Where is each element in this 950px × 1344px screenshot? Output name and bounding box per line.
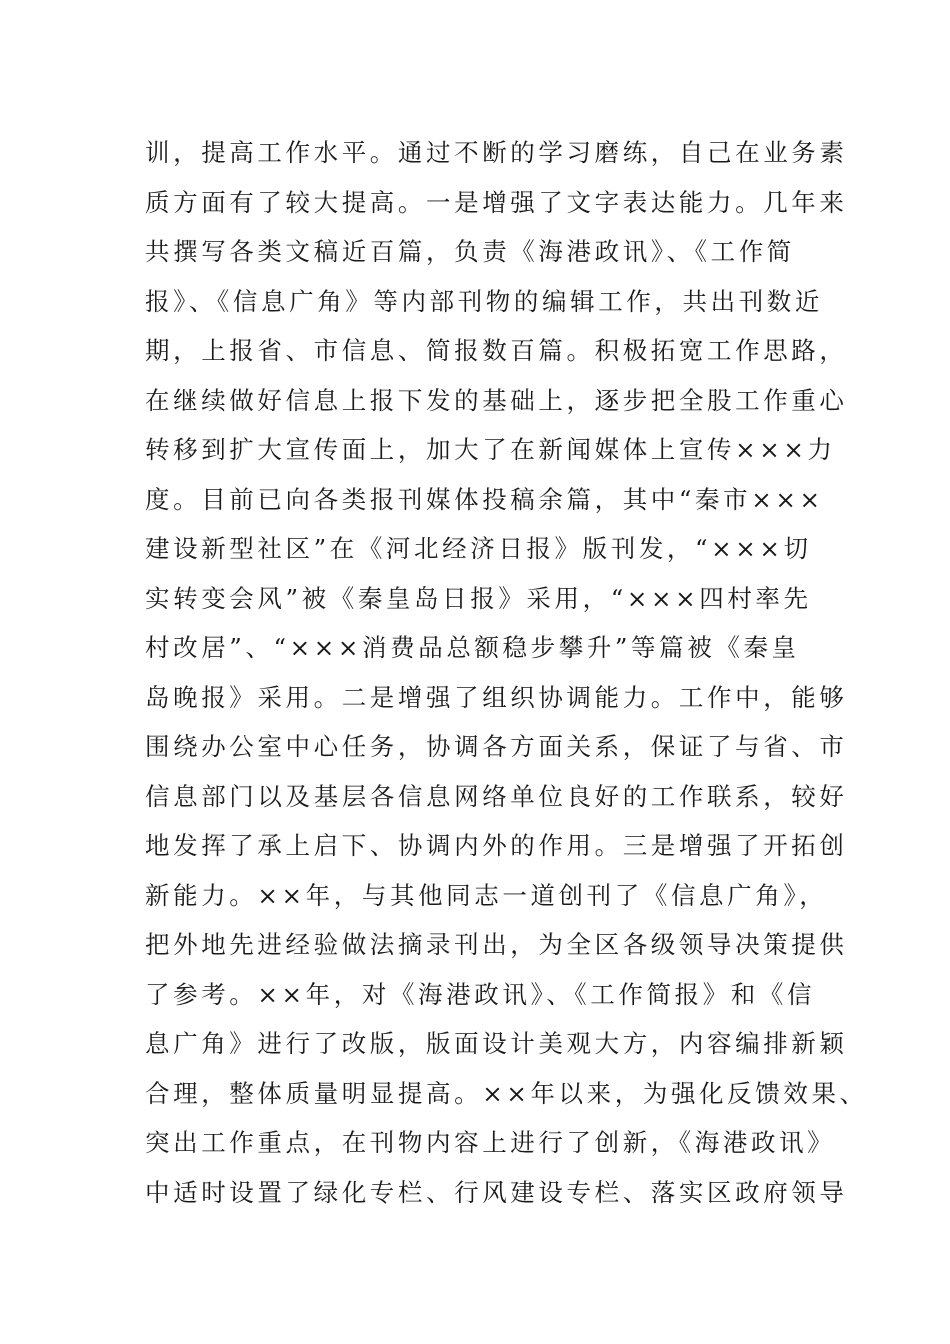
text-line: 实转变会风”被《秦皇岛日报》采用，“×××四村率先 [145,583,812,613]
text-line: 了参考。××年，对《海港政讯》、《工作简报》和《信 [145,979,816,1009]
text-line: 岛晚报》采用。二是增强了组织协调能力。工作中，能够 [145,682,848,712]
text-line: 训，提高工作水平。通过不断的学习磨练，自己在业务素 [145,138,848,167]
text-line: 息广角》进行了改版，版面设计美观大方，内容编排新颖 [145,1029,848,1058]
text-line: 合理，整体质量明显提高。××年以来，为强化反馈效果、 [145,1078,868,1108]
text-line: 转移到扩大宣传面上，加大了在新闻媒体上宣传×××力 [145,435,836,464]
text-line: 共撰写各类文稿近百篇，负责《海港政讯》、《工作简 [145,237,795,266]
text-line: 地发挥了承上启下、协调内外的作用。三是增强了开拓创 [145,831,848,860]
text-line: 中适时设置了绿化专栏、行风建设专栏、落实区政府领导 [145,1177,848,1207]
text-line: 村改居”、“×××消费品总额稳步攀升”等篇被《秦皇 [145,633,800,662]
text-line: 信息部门以及基层各信息网络单位良好的工作联系，较好 [145,781,848,811]
text-line: 新能力。××年，与其他同志一道创刊了《信息广角》， [145,880,828,910]
text-line: 度。目前已向各类报刊媒体投稿余篇，其中“秦市××× [145,484,824,514]
text-line: 期，上报省、市信息、简报数百篇。积极拓宽工作思路， [145,336,848,365]
text-line: 报》、《信息广角》等内部刊物的编辑工作，共出刊数近 [145,286,823,316]
text-line: 围绕办公室中心任务，协调各方面关系，保证了与省、市 [145,732,848,761]
text-line: 在继续做好信息上报下发的基础上，逐步把全股工作重心 [145,385,848,415]
text-line: 建设新型社区”在《河北经济日报》版刊发，“×××切 [145,534,812,563]
text-line: 质方面有了较大提高。一是增强了文字表达能力。几年来 [145,187,848,217]
text-line: 把外地先进经验做法摘录刊出，为全区各级领导决策提供 [145,930,848,959]
body-paragraph [145,128,868,1217]
text-line: 突出工作重点，在刊物内容上进行了创新，《海港政讯》 [145,1128,836,1157]
